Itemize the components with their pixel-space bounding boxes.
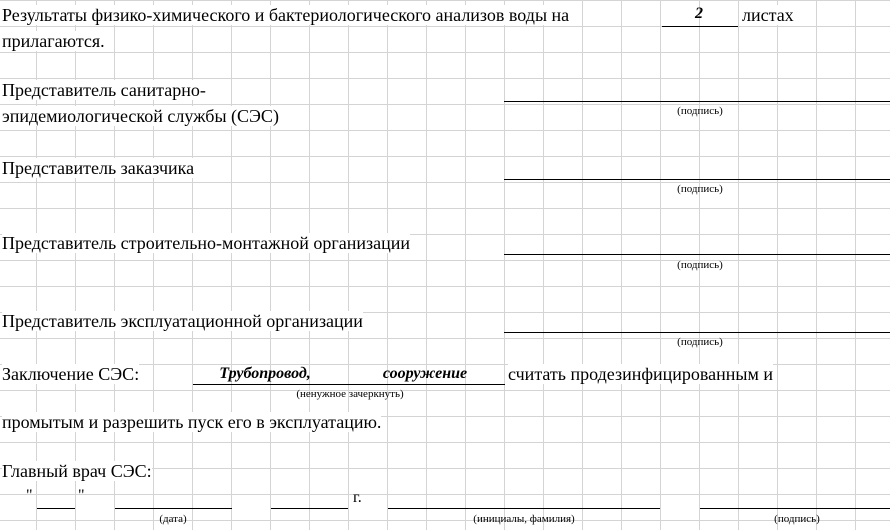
conclusion-text-after: считать продезинфицированным и [508,364,774,384]
ses-representative-label-line1: Представитель санитарно- [2,80,206,100]
strike-note: (ненужное зачеркнуть) [296,388,404,400]
construction-signature-caption: (подпись) [677,259,723,271]
date-caption: (дата) [159,513,187,525]
date-day-line[interactable] [37,508,75,509]
customer-signature-line[interactable] [504,179,890,180]
conclusion-text-line2: промытым и разрешить пуск его в эксплуатацию. [2,412,382,432]
date-month-line[interactable] [115,508,232,509]
construction-representative-label: Представитель строительно-монтажной организации [2,233,410,253]
chief-signature-line[interactable] [700,508,890,509]
operation-signature-caption: (подпись) [677,336,723,348]
sheets-count-value[interactable]: 2 [695,5,703,22]
ses-signature-line[interactable] [504,101,890,102]
operation-representative-label: Представитель эксплуатационной организации [2,311,363,331]
chief-doctor-label: Главный врач СЭС: [2,461,152,481]
option-structure[interactable]: сооружение [382,365,468,382]
name-line[interactable] [388,508,660,509]
name-caption: (инициалы, фамилия) [473,513,575,525]
option-pipeline[interactable]: Трубопровод, [219,365,311,382]
date-quote-open: " [26,487,33,504]
date-year-line[interactable] [271,508,348,509]
chief-signature-caption: (подпись) [774,513,820,525]
customer-signature-caption: (подпись) [677,183,723,195]
customer-representative-label: Представитель заказчика [2,158,195,178]
sheets-count-line [662,26,738,27]
year-suffix: г. [353,489,362,506]
results-attached-text: прилагаются. [2,31,105,51]
date-quote-close: " [78,487,85,504]
ses-representative-label-line2: эпидемиологической службы (СЭС) [2,106,279,126]
sheets-label: листах [742,5,794,25]
conclusion-option-line [193,384,505,385]
ses-signature-caption: (подпись) [677,105,723,117]
conclusion-label: Заключение СЭС: [2,364,140,384]
results-text: Результаты физико-химического и бактериологического анализов воды на [2,5,570,25]
operation-signature-line[interactable] [504,332,890,333]
construction-signature-line[interactable] [504,254,890,255]
